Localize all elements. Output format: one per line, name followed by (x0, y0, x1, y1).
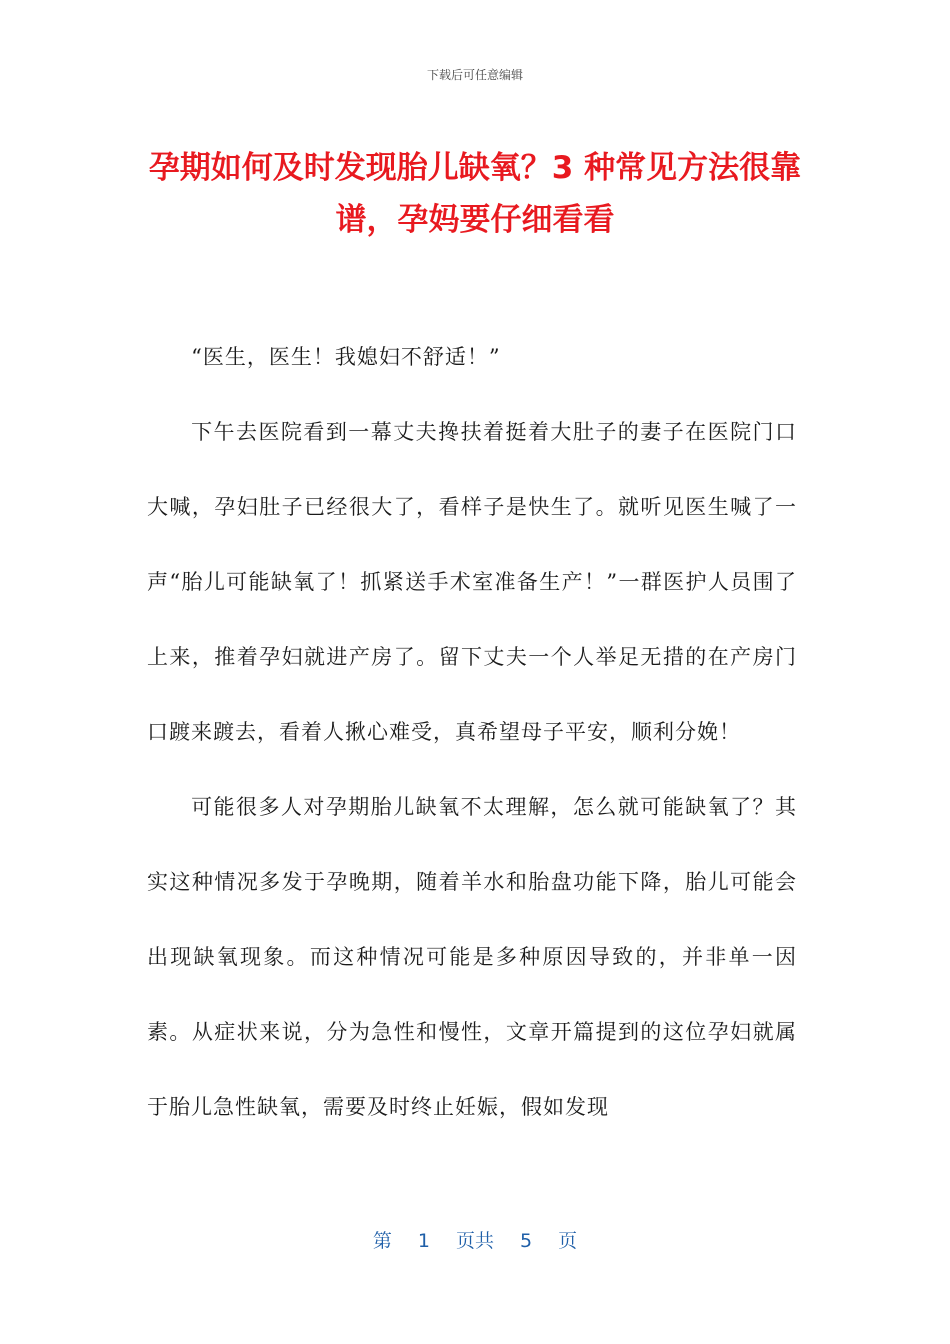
paragraph: “医生，医生！我媳妇不舒适！” (191, 345, 501, 369)
document-body (147, 320, 797, 1145)
paragraph: 可能很多人对孕期胎儿缺氧不太理解，怎么就可能缺氧了？其实这种情况多发于孕晚期，随着羊水和胎盘功能下降，胎儿可能会出现缺氧现象。而这种情况可能是多种原因导致的，并非单一因素。从症状来说，分为急性和慢性，文章开篇提到的这位孕妇就属于胎儿急性缺氧，需要及时终止妊娠，假如发现 (147, 795, 797, 1119)
page-number-footer: 第 1 页共 5 页 (372, 1230, 578, 1252)
paragraph: 下午去医院看到一幕丈夫搀扶着挺着大肚子的妻子在医院门口大喊，孕妇肚子已经很大了，看样子是快生了。就听见医生喊了一声“胎儿可能缺氧了！抓紧送手术室准备生产！”一群医护人员围了上来，推着孕妇就进产房了。留下丈夫一个人举足无措的在产房门口踱来踱去，看着人揪心难受，真希望母子平安，顺利分娩！ (147, 420, 797, 744)
document-title: 孕期如何及时发现胎儿缺氧？3 种常见方法很靠谱，孕妈要仔细看看 (148, 150, 802, 238)
page-header-note: 下载后可任意编辑 (426, 68, 523, 82)
